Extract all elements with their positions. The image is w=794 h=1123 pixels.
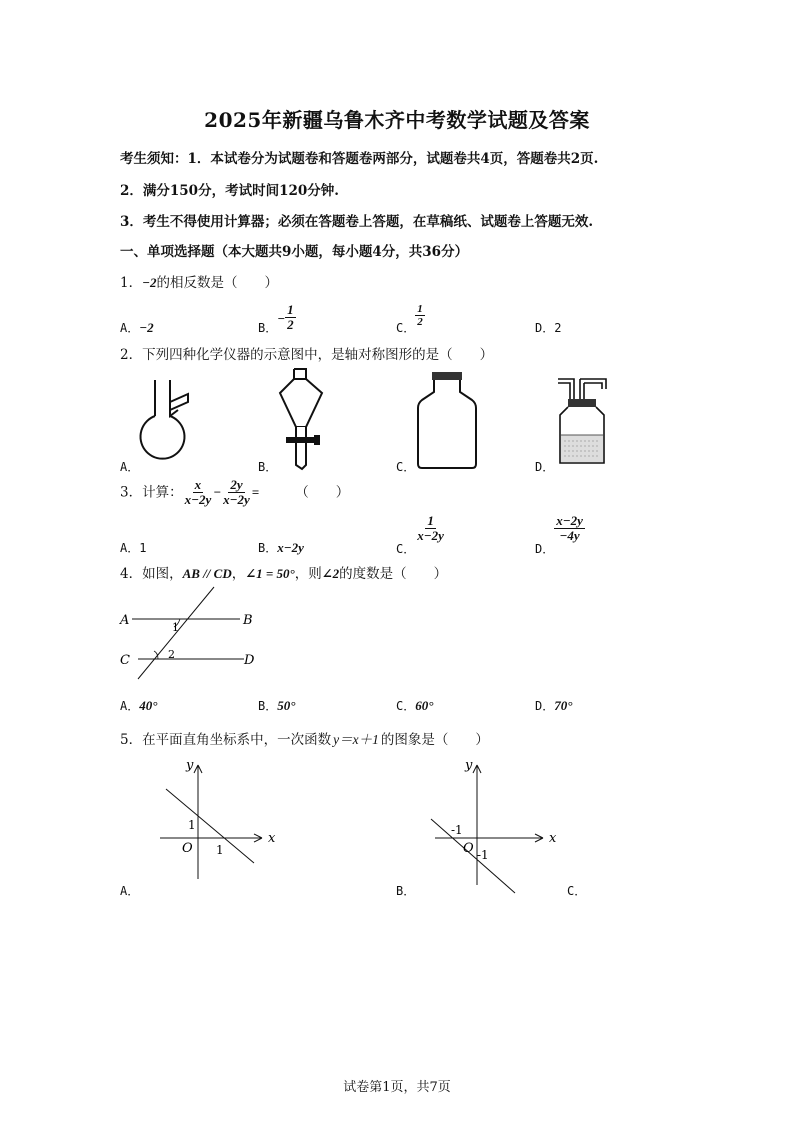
minus-sign: − xyxy=(213,484,222,500)
math-condition-angle: ∠1 = 50° xyxy=(245,566,295,581)
q3-option-d xyxy=(535,514,585,557)
notice-line-2: 2．满分150分，考试时间120分钟. xyxy=(120,183,339,199)
q3-option-c xyxy=(396,514,446,557)
point-c-label: C xyxy=(120,653,130,668)
fraction-1 xyxy=(183,478,214,508)
option-label: D． xyxy=(535,699,555,713)
point-b-label: B xyxy=(243,613,253,628)
q2-option-a: A． xyxy=(120,460,140,474)
fraction xyxy=(415,303,425,328)
question-4-stem xyxy=(120,562,447,582)
option-label: D． xyxy=(535,542,555,556)
page-title: 2025年新疆乌鲁木齐中考数学试题及答案 xyxy=(204,108,590,132)
option-value: 2 xyxy=(554,321,562,335)
origin-label: O xyxy=(463,841,474,856)
reagent-bottle-figure xyxy=(414,370,480,470)
option-value: 40° xyxy=(139,698,158,713)
fraction-2 xyxy=(221,478,252,508)
gas-washing-bottle-figure xyxy=(552,375,612,470)
q1-option-b xyxy=(258,303,296,336)
numerator: 2y xyxy=(230,477,243,492)
point-a-label: A xyxy=(120,613,130,628)
round-flask-figure xyxy=(130,370,200,470)
math-condition-parallel: AB // CD xyxy=(182,566,232,581)
q5-option-c: C． xyxy=(567,884,587,898)
fraction xyxy=(554,514,585,544)
denominator: x−2y xyxy=(184,492,212,508)
option-label: B． xyxy=(258,541,278,555)
option-label: D． xyxy=(535,321,555,335)
q2-option-b: B． xyxy=(258,460,278,474)
minus-sign: − xyxy=(277,311,286,326)
x-axis-label: x xyxy=(268,831,276,846)
separator: ， xyxy=(231,566,246,582)
fraction xyxy=(415,514,446,544)
option-label: C． xyxy=(396,699,416,713)
neg-one-label-left: -1 xyxy=(451,823,463,837)
numerator: x xyxy=(194,477,202,492)
x-intercept-label: 1 xyxy=(216,843,224,857)
graph-b-figure xyxy=(425,755,565,895)
question-1-stem xyxy=(120,271,278,291)
point-d-label: D xyxy=(244,653,255,668)
equals-sign: = xyxy=(251,484,260,500)
q3-option-a xyxy=(120,539,146,556)
stem-text: 的图象是（ ） xyxy=(380,732,489,748)
option-label: A． xyxy=(120,541,140,555)
question-number: 3．计算： xyxy=(120,484,183,501)
origin-label: O xyxy=(182,841,193,856)
option-label: B． xyxy=(258,321,278,335)
y-intercept-label: 1 xyxy=(188,818,196,832)
notice-line-3: 3．考生不得使用计算器；必须在答题卷上答题，在草稿纸、试题卷上答题无效. xyxy=(120,214,594,230)
separatory-funnel-figure xyxy=(272,365,332,473)
question-5-stem xyxy=(120,728,489,748)
question-3-stem xyxy=(120,478,349,508)
denominator: 2 xyxy=(287,317,294,333)
q5-option-a: A． xyxy=(120,884,140,898)
y-axis-label: y xyxy=(186,758,194,773)
q4-option-a xyxy=(120,697,157,714)
option-label: A． xyxy=(120,699,140,713)
stem-text: 的相反数是（ ） xyxy=(156,275,278,291)
question-2-stem: 2．下列四种化学仪器的示意图中，是轴对称图形的是（ ） xyxy=(120,347,494,363)
graph-a-figure xyxy=(150,755,290,885)
stem-text: （ ） xyxy=(295,484,350,501)
question-number: 4．如图， xyxy=(120,566,183,582)
q1-option-d xyxy=(535,319,561,336)
math-expression: −2 xyxy=(142,275,157,290)
option-value: 60° xyxy=(415,698,434,713)
section-heading: 一、单项选择题（本大题共9小题，每小题4分，共36分） xyxy=(120,244,469,260)
numerator: 1 xyxy=(427,513,434,528)
option-label: C． xyxy=(396,321,416,335)
q1-option-a xyxy=(120,319,154,336)
denominator: 2 xyxy=(417,316,423,329)
y-axis-label: y xyxy=(465,758,473,773)
q5-option-b: B． xyxy=(396,884,416,898)
numerator: 1 xyxy=(287,302,294,317)
q4-option-b xyxy=(258,697,295,714)
option-value: x−2y xyxy=(277,540,304,555)
x-axis-label: x xyxy=(549,831,557,846)
numerator: x−2y xyxy=(556,513,583,528)
stem-text: 的度数是（ ） xyxy=(339,566,448,582)
q4-option-d xyxy=(535,697,572,714)
question-number: 1． xyxy=(120,275,143,291)
fraction xyxy=(285,303,296,333)
angle-2-symbol: ∠2 xyxy=(321,566,340,581)
numerator: 1 xyxy=(417,303,423,315)
stem-text: 5．在平面直角坐标系中，一次函数 xyxy=(120,732,332,748)
angle-2-label: 2 xyxy=(168,648,175,661)
neg-one-label-bottom: -1 xyxy=(477,848,489,862)
option-value: 70° xyxy=(554,698,573,713)
angle-1-label: 1 xyxy=(172,621,179,634)
page-footer: 试卷第1页，共7页 xyxy=(343,1080,451,1095)
parallel-lines-figure xyxy=(116,585,266,680)
denominator: −4y xyxy=(559,528,580,544)
q3-option-b xyxy=(258,539,304,556)
denominator: x−2y xyxy=(417,528,444,544)
option-label: C． xyxy=(396,542,416,556)
q2-option-c: C． xyxy=(396,460,416,474)
option-value: 50° xyxy=(277,698,296,713)
q4-option-c xyxy=(396,697,433,714)
denominator: x−2y xyxy=(223,492,250,508)
stem-text: ，则 xyxy=(294,566,322,582)
option-label: A． xyxy=(120,321,140,335)
q2-option-d: D． xyxy=(535,460,555,474)
notice-line-1: 考生须知：1．本试卷分为试题卷和答题卷两部分，试题卷共4页，答题卷共2页. xyxy=(120,151,599,167)
option-label: B． xyxy=(258,699,278,713)
option-value: −2 xyxy=(139,320,154,335)
option-value: 1 xyxy=(139,541,147,555)
q1-option-c xyxy=(396,303,425,336)
function-expression: y＝x＋1 xyxy=(333,732,379,747)
